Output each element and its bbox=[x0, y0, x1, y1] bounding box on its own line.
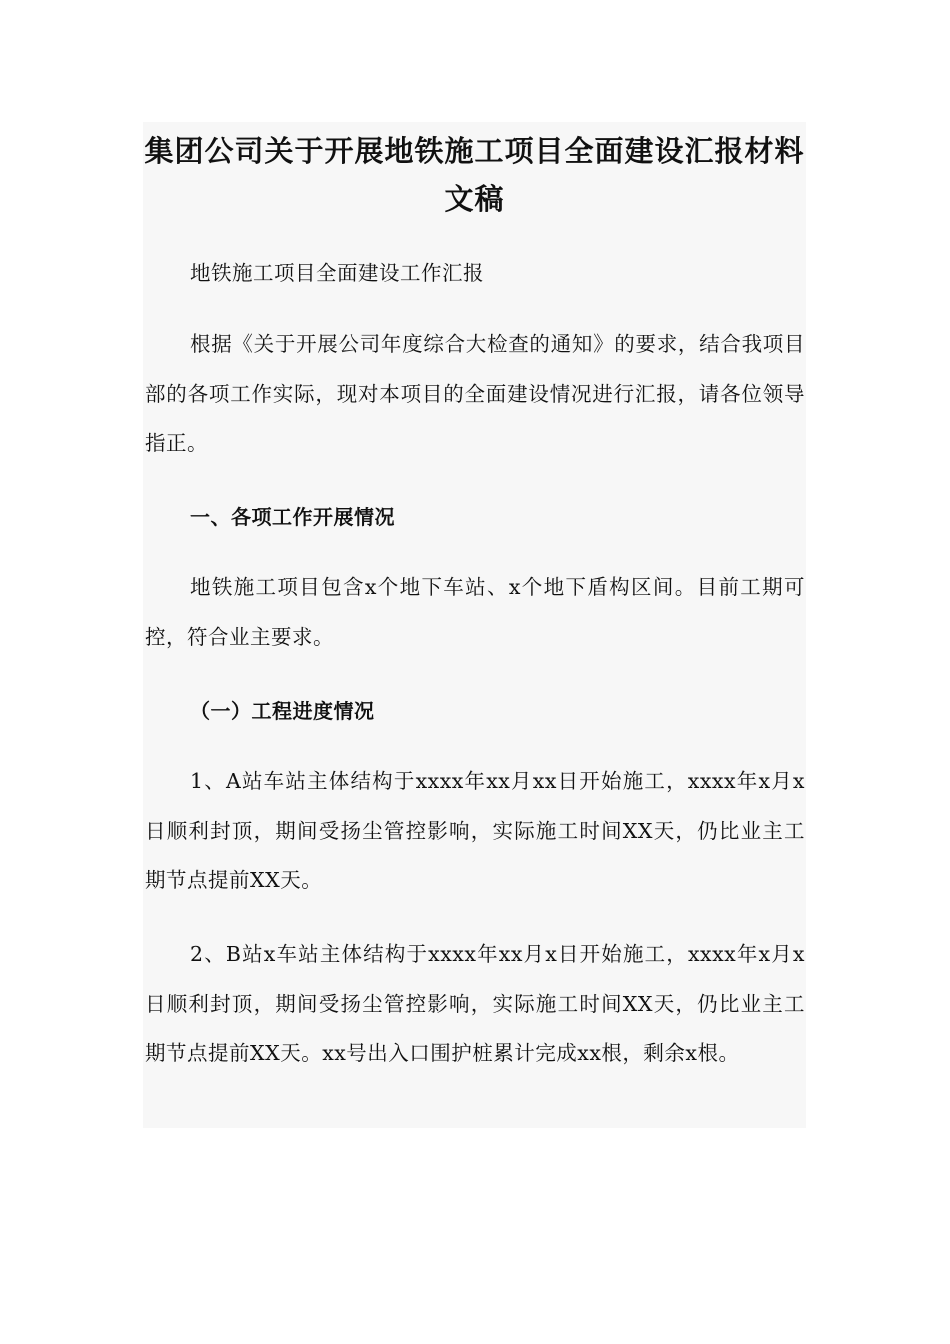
document-subtitle: 地铁施工项目全面建设工作汇报 bbox=[190, 261, 484, 285]
section-paragraph: 地铁施工项目包含x个地下车站、x个地下盾构区间。目前工期可控，符合业主要求。 bbox=[145, 575, 805, 649]
subsection-heading: （一）工程进度情况 bbox=[190, 699, 375, 723]
progress-item-1: 1、A站车站主体结构于xxxx年xx月xx日开始施工，xxxx年x月x日顺利封顶，期间受扬尘管控影响，实际施工时间XX天，仍比业主工期节点提前XX天。 bbox=[145, 769, 805, 892]
progress-item-2: 2、B站x车站主体结构于xxxx年xx月x日开始施工，xxxx年x月x日顺利封顶，期间受扬尘管控影响，实际施工时间XX天，仍比业主工期节点提前XX天。xx号出入口围护桩累计完成xx根，剩余x根。 bbox=[145, 942, 805, 1065]
intro-paragraph: 根据《关于开展公司年度综合大检查的通知》的要求，结合我项目部的各项工作实际，现对本项目的全面建设情况进行汇报，请各位领导指正。 bbox=[145, 332, 805, 455]
section-heading: 一、各项工作开展情况 bbox=[190, 505, 395, 529]
document-title: 集团公司关于开展地铁施工项目全面建设汇报材料文稿 bbox=[144, 134, 805, 216]
